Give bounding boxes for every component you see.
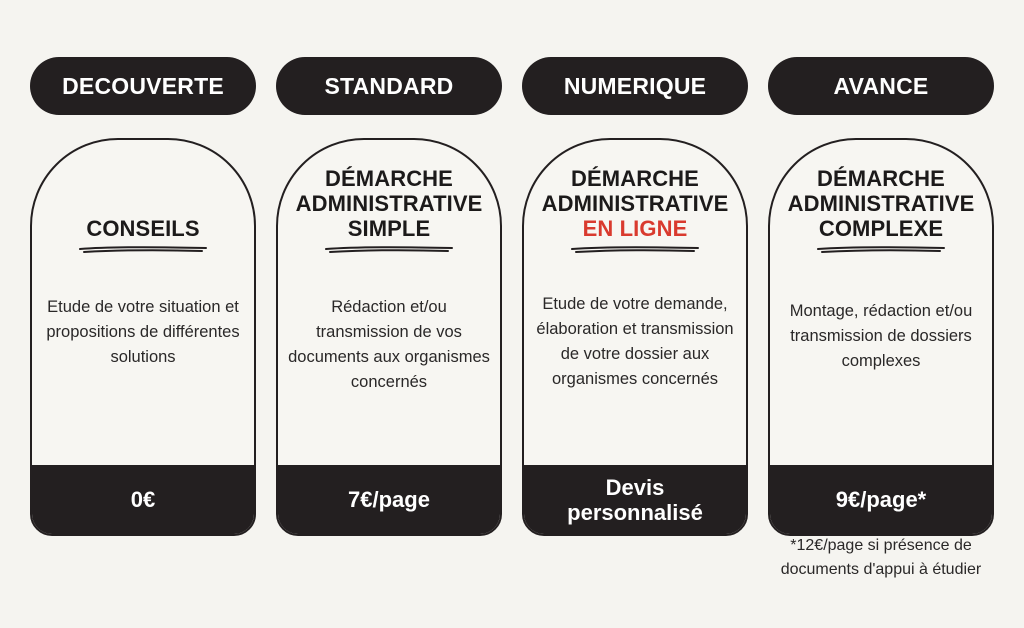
plan-description: Montage, rédaction et/ou transmission de dossiers complexes	[789, 302, 973, 370]
tier-badge: DECOUVERTE	[30, 57, 256, 115]
footnote: *12€/page si présence de documents d'appui à étudier	[780, 537, 982, 578]
plan-card	[522, 138, 748, 536]
price-line: 7€/page	[348, 487, 430, 512]
plan-description: Rédaction et/ou transmission de vos documents aux organismes concernés	[288, 298, 490, 391]
plan-card	[30, 138, 256, 536]
plan-title	[32, 216, 254, 241]
plan-title	[278, 166, 500, 241]
plan-description: Etude de votre situation et propositions de différentes solutions	[46, 298, 240, 366]
price-box	[770, 465, 992, 534]
price-line: 9€/page*	[835, 487, 927, 512]
plan-title-line: DÉMARCHE	[817, 166, 945, 191]
plan-title	[524, 166, 746, 241]
plan-card	[276, 138, 502, 536]
plan-title-line: DÉMARCHE	[571, 166, 699, 191]
plan-title-line: SIMPLE	[347, 216, 431, 241]
plan-card	[768, 138, 994, 536]
plan-title-line: CONSEILS	[86, 216, 200, 241]
plan-title-highlight: EN LIGNE	[582, 216, 688, 241]
underline-icon	[32, 244, 254, 256]
plan-title-line: ADMINISTRATIVE	[787, 191, 975, 216]
price-box	[278, 465, 500, 534]
plan-title-line: ADMINISTRATIVE	[295, 191, 483, 216]
tier-badge: STANDARD	[276, 57, 502, 115]
plan-title	[770, 166, 992, 241]
price-line: personnalisé	[567, 499, 703, 525]
tier-badge: AVANCE	[768, 57, 994, 115]
underline-icon	[524, 244, 746, 256]
plan-title-line: ADMINISTRATIVE	[541, 191, 729, 216]
price-box	[524, 465, 746, 534]
tier-badge: NUMERIQUE	[522, 57, 748, 115]
price-line: Devis	[605, 474, 665, 500]
plan-description: Etude de votre demande, élaboration et transmission de votre dossier aux organismes concernés	[536, 295, 734, 388]
underline-icon	[770, 244, 992, 256]
price-line: 0€	[130, 487, 156, 512]
plan-title-line: COMPLEXE	[818, 216, 944, 241]
plan-title-line: DÉMARCHE	[325, 166, 453, 191]
price-box	[32, 465, 254, 534]
underline-icon	[278, 244, 500, 256]
